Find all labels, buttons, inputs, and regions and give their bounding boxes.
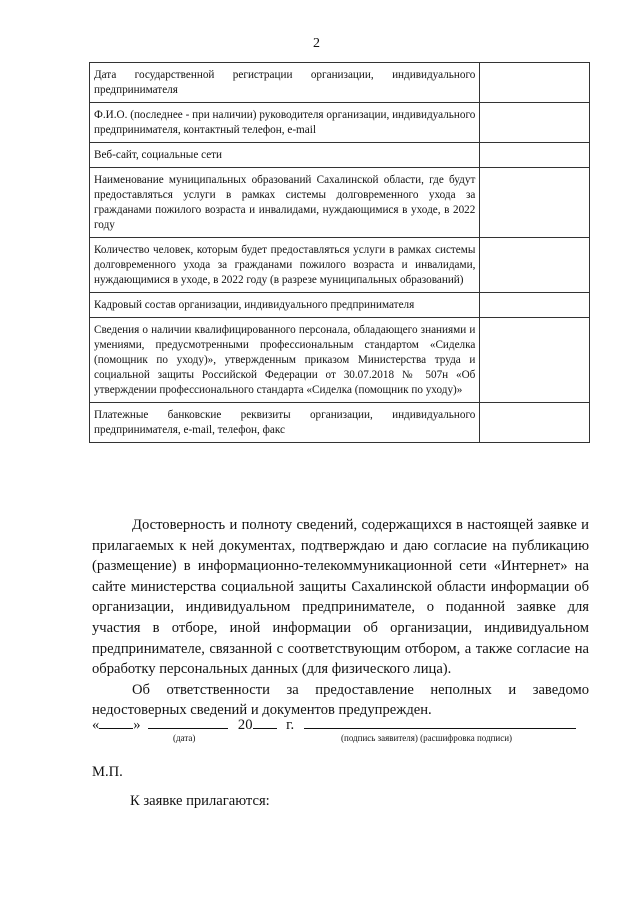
page-number: 2 (313, 36, 320, 51)
row-value[interactable] (480, 63, 590, 103)
signature-blank[interactable] (304, 716, 576, 729)
table-row (90, 293, 590, 318)
year-blank[interactable] (253, 716, 277, 729)
row-label: Наименование муниципальных образований Сахалинской области, где будут предоставляться услуги в рамках системы долговременного ухода за гражданами пожилого возраста и инвалидами, нуждающимися в уходе, в 2022 году (90, 168, 480, 238)
table-row (90, 143, 590, 168)
month-blank[interactable] (148, 716, 228, 729)
signature-caption: (подпись заявителя) (расшифровка подписи) (341, 733, 513, 743)
row-label: Сведения о наличии квалифицированного персонала, обладающего знаниями и умениями, предусмотренными профессиональным стандартом «Сиделка (помощник по уходу)», утвержденным приказом Министерства труда и социальной защиты Российской Федерации от 30.07.2018 № 507н «Об утверждении профессионального стандарта «Сиделка (помощник по уходу)» (90, 318, 480, 403)
row-value[interactable] (480, 143, 590, 168)
row-value[interactable] (480, 403, 590, 443)
table-row (90, 318, 590, 403)
row-value[interactable] (480, 168, 590, 238)
row-value[interactable] (480, 293, 590, 318)
signature-row (92, 716, 589, 734)
row-value[interactable] (480, 238, 590, 293)
year-prefix: 20 (237, 717, 253, 733)
table-row (90, 168, 590, 238)
table-row (90, 103, 590, 143)
close-quote: » (133, 717, 141, 733)
day-blank[interactable] (99, 716, 133, 729)
attachments-heading: К заявке прилагаются: (130, 793, 270, 809)
declaration-text (92, 515, 589, 721)
row-label: Веб-сайт, социальные сети (90, 143, 480, 168)
row-label: Кадровый состав организации, индивидуального предпринимателя (90, 293, 480, 318)
responsibility-paragraph: Об ответственности за предоставление неполных и заведомо недостоверных сведений и документов предупрежден. (92, 681, 589, 719)
consent-paragraph: Достоверность и полноту сведений, содержащихся в настоящей заявке и прилагаемых к ней документах, подтверждаю и даю согласие на публикацию (размещение) в информационно-телекоммуникационной сети «Интернет» на сайте министерства социальной защиты Сахалинской области информации об организации, индивидуальном предпринимателе, о поданной заявке для участия в отборе, иной информации об организации, индивидуальном предпринимателе, связанной с соответствующим отбором, а также согласие на обработку персональных данных (для физического лица). (92, 517, 589, 678)
row-label: Дата государственной регистрации организации, индивидуального предпринимателя (90, 63, 480, 103)
table-row (90, 403, 590, 443)
open-quote: « (92, 717, 100, 733)
table-row (90, 63, 590, 103)
date-caption: (дата) (173, 733, 196, 743)
stamp-label: М.П. (92, 764, 123, 780)
row-label: Ф.И.О. (последнее - при наличии) руководителя организации, индивидуального предпринимателя, контактный телефон, e-mail (90, 103, 480, 143)
application-info-table (89, 62, 590, 443)
table-row (90, 238, 590, 293)
table-body (90, 63, 590, 443)
row-value[interactable] (480, 318, 590, 403)
row-label: Количество человек, которым будет предоставляться услуги в рамках системы долговременного ухода за гражданами пожилого возраста и инвалидами, нуждающимися в уходе, в 2022 году (в разрезе муниципальных образований) (90, 238, 480, 293)
row-label: Платежные банковские реквизиты организации, индивидуального предпринимателя, e-mail, телефон, факс (90, 403, 480, 443)
year-suffix: г. (286, 717, 295, 733)
row-value[interactable] (480, 103, 590, 143)
